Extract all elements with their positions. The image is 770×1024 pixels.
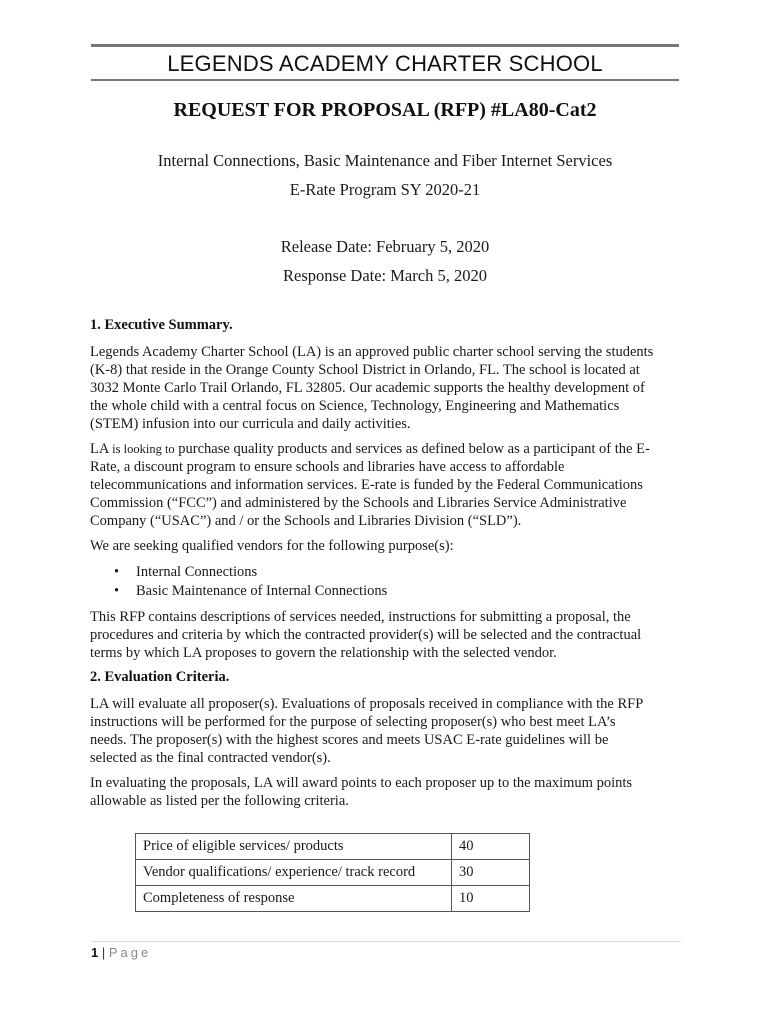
criteria-name: Price of eligible services/ products: [136, 834, 452, 860]
criteria-points: 10: [452, 886, 530, 912]
text-line: This RFP contains descriptions of services needed, instructions for submitting a proposal, the: [90, 609, 631, 625]
criteria-points: 30: [452, 860, 530, 886]
rfp-subtitle: Internal Connections, Basic Maintenance and Fiber Internet Services: [157, 151, 613, 170]
text-line: (K-8) that reside in the Orange County School District in Orlando, FL. The school is located at: [90, 362, 640, 378]
table-row: [136, 886, 530, 912]
text-line: 3032 Monte Carlo Trail Orlando, FL 32805. Our academic supports the healthy development of: [90, 380, 645, 396]
release-date: Release Date: February 5, 2020: [280, 237, 490, 256]
section2-heading: 2. Evaluation Criteria.: [90, 669, 230, 685]
text-line: In evaluating the proposals, LA will award points to each proposer up to the maximum points: [90, 775, 633, 791]
text-line: procedures and criteria by which the contracted provider(s) will be selected and the contractual: [90, 627, 642, 643]
text-line: needs. The proposer(s) with the highest scores and meets USAC E-rate guidelines will be: [90, 732, 609, 748]
list-item: • Internal Connections: [114, 564, 258, 580]
purpose-list: [110, 563, 387, 601]
text-line: LA is looking to purchase quality products and services as defined below as a participant of the E-: [90, 441, 650, 457]
footer-separator: |: [101, 945, 106, 960]
criteria-points: 40: [452, 834, 530, 860]
rfp-title: REQUEST FOR PROPOSAL (RFP) #LA80-Cat2: [173, 99, 597, 121]
criteria-name: Completeness of response: [136, 886, 452, 912]
section1-paragraph-1: [90, 343, 684, 433]
program-year: E-Rate Program SY 2020-21: [289, 180, 481, 199]
header-bottom-rule: [91, 79, 679, 81]
page-number: 1: [91, 945, 99, 960]
text-line: (STEM) infusion into our curricula and daily activities.: [90, 416, 411, 432]
section1-paragraph-4: [90, 608, 684, 662]
text-line: Legends Academy Charter School (LA) is an approved public charter school serving the students: [90, 344, 654, 360]
header-top-rule: [91, 44, 679, 47]
text-line: Rate, a discount program to ensure schools and libraries have access to affordable: [90, 459, 565, 475]
response-date: Response Date: March 5, 2020: [283, 266, 487, 285]
evaluation-criteria-table: [135, 833, 530, 912]
text-line: terms by which LA proposes to govern the relationship with the selected vendor.: [90, 645, 557, 661]
section1-paragraph-3: We are seeking qualified vendors for the following purpose(s):: [90, 538, 454, 554]
text-line: Commission (“FCC”) and administered by the Schools and Libraries Service Administrative: [90, 495, 627, 511]
school-name: LEGENDS ACADEMY CHARTER SCHOOL: [167, 51, 603, 76]
section2-paragraph-1: [90, 695, 684, 767]
section1-heading: 1. Executive Summary.: [90, 317, 233, 333]
text-line: Company (“USAC”) and / or the Schools and Libraries Division (“SLD”).: [90, 513, 522, 529]
page-footer: [91, 945, 151, 960]
section1-paragraph-2: [90, 440, 684, 530]
text-line: telecommunications and information services. E-rate is funded by the Federal Communications: [90, 477, 643, 493]
bullet-icon: •: [114, 583, 120, 599]
text-line: the whole child with a central focus on Science, Technology, Engineering and Mathematics: [90, 398, 620, 414]
text-line: selected as the final contracted vendor(s).: [90, 750, 331, 766]
footer-rule: [91, 941, 681, 942]
text-line: allowable as listed per the following criteria.: [90, 793, 349, 809]
criteria-name: Vendor qualifications/ experience/ track record: [136, 860, 452, 886]
list-item: • Basic Maintenance of Internal Connections: [114, 583, 388, 599]
bullet-icon: •: [114, 564, 120, 580]
table-row: [136, 834, 530, 860]
page-label: Page: [108, 945, 152, 960]
text-line: LA will evaluate all proposer(s). Evaluations of proposals received in compliance with the RFP: [90, 696, 644, 712]
text-line: instructions will be performed for the purpose of selecting proposer(s) who best meet LA’s: [90, 714, 616, 730]
table-row: [136, 860, 530, 886]
section2-paragraph-2: [90, 774, 684, 810]
